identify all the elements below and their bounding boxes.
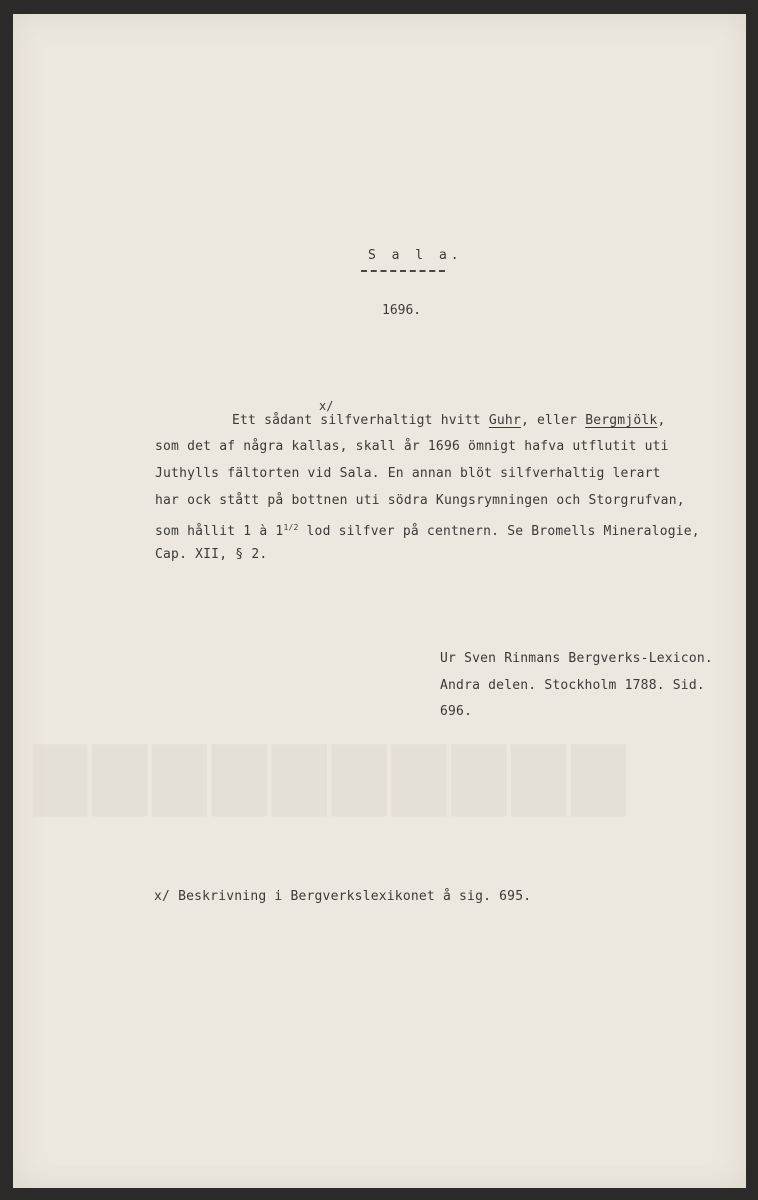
footnote: x/ Beskrivning i Bergverkslexikonet å sig. 695. <box>154 889 532 904</box>
body-line-1 <box>232 413 665 429</box>
body-line-4: har ock stått på bottnen uti södra Kungsrymningen och Storgrufvan, <box>155 493 685 508</box>
source-line-1: Ur Sven Rinmans Bergverks-Lexicon. <box>440 651 713 666</box>
body-line-6: Cap. XII, § 2. <box>155 547 268 562</box>
source-line-2: Andra delen. Stockholm 1788. Sid. <box>440 678 705 693</box>
body-text: , <box>657 413 666 428</box>
term-bergmjolk: Bergmjölk <box>585 413 658 428</box>
body-line-2: som det af några kallas, skall år 1696 ömnigt hafva utflutit uti <box>155 439 669 454</box>
body-line-5 <box>155 520 700 540</box>
page-title: S a l a. <box>368 248 463 263</box>
body-text: som hållit 1 à 1 <box>155 524 284 539</box>
body-line-3: Juthylls fältorten vid Sala. En annan blöt silfverhaltig lerart <box>155 466 661 481</box>
year-heading: 1696. <box>382 303 422 318</box>
body-text: lod silfver på centnern. Se Bromells Mineralogie, <box>298 524 700 539</box>
document-page <box>13 14 746 1188</box>
body-text: Ett sådant silfverhaltigt hvitt <box>232 413 489 428</box>
term-guhr: Guhr <box>488 413 521 428</box>
body-text: , eller <box>520 413 586 428</box>
fraction: 1/2 <box>283 523 299 532</box>
title-underline <box>361 270 445 272</box>
bleed-through-shadow: ▇▇▇▇▇▇▇▇▇▇ <box>33 738 632 815</box>
source-line-3: 696. <box>440 704 473 719</box>
footnote-marker: x/ <box>319 399 334 413</box>
